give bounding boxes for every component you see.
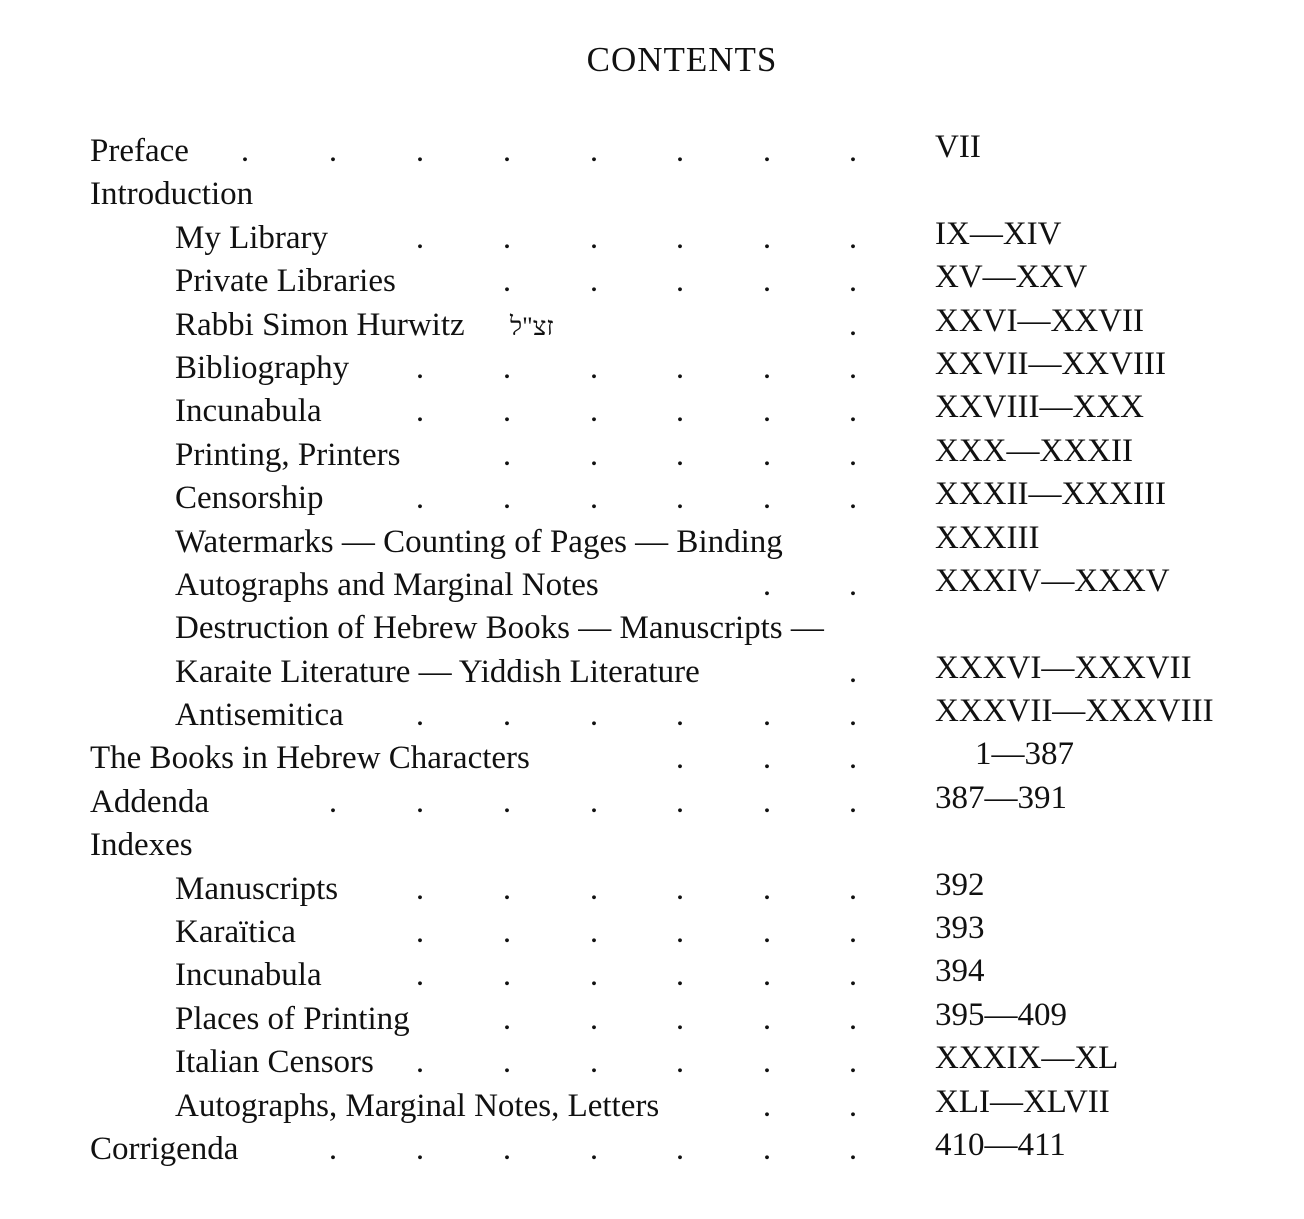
- toc-entry-label: Manuscripts: [175, 870, 339, 907]
- toc-entry-label: Watermarks — Counting of Pages — Binding: [175, 523, 783, 560]
- toc-entry-pages: VII: [935, 129, 981, 165]
- toc-entry: [0, 521, 1304, 564]
- dot-leader: . . . . . .: [415, 480, 858, 517]
- dot-leader: . . .: [675, 740, 858, 777]
- dot-leader: . . . . . .: [415, 393, 858, 430]
- dot-leader: .: [848, 653, 858, 690]
- toc-entry-label: Rabbi Simon Hurwitz: [175, 306, 465, 343]
- dot-leader: . . . . . . .: [328, 1130, 858, 1167]
- dot-leader: . . . . . .: [415, 219, 858, 256]
- toc-entry: [0, 347, 1304, 390]
- dot-leader: . . . . . . . .: [240, 133, 858, 169]
- toc-entry-label: Bibliography: [175, 349, 350, 386]
- toc-entry: [0, 477, 1304, 520]
- toc-entry-pages: 387—391: [935, 779, 1067, 816]
- toc-entry-label: Preface: [90, 133, 189, 169]
- toc-entry-pages: 1—387: [975, 736, 1074, 773]
- toc-entry: [0, 911, 1304, 954]
- dot-leader: . . . . .: [502, 1000, 858, 1037]
- toc-entry-label: Introduction: [90, 176, 254, 213]
- toc-entry: [0, 130, 1304, 173]
- dot-leader: . . . . .: [502, 436, 858, 473]
- toc-entry-pages: XXXVI—XXXVII: [935, 649, 1192, 686]
- toc-entry-pages: XXX—XXXII: [935, 432, 1133, 469]
- toc-entry-label: Autographs and Marginal Notes: [175, 566, 599, 603]
- toc-entry: [0, 1128, 1304, 1171]
- toc-entry: [0, 217, 1304, 260]
- toc-entry-pages: 394: [935, 953, 985, 990]
- toc-entry-label: Private Libraries: [175, 263, 396, 300]
- toc-entry: [0, 1085, 1304, 1128]
- toc-entry: [0, 954, 1304, 997]
- toc-entry-pages: XLI—XLVII: [935, 1083, 1110, 1120]
- toc-entry-pages: XXXIX—XL: [935, 1040, 1119, 1077]
- toc-entry: [0, 173, 1304, 216]
- dot-leader: . . . . . .: [415, 349, 858, 386]
- toc-entry-pages: XXVI—XXVII: [935, 302, 1144, 339]
- dot-leader: .: [848, 306, 858, 343]
- dot-leader: . . . . .: [502, 263, 858, 300]
- toc-entry-label: The Books in Hebrew Characters: [90, 740, 530, 777]
- toc-entry: [0, 651, 1304, 694]
- toc-entry: [0, 607, 1304, 650]
- toc-entry-pages: XV—XXV: [935, 259, 1088, 296]
- toc-entry-label: Addenda: [90, 783, 210, 820]
- dot-leader: . . . . . .: [415, 1044, 858, 1081]
- toc-entry-pages: XXXIII: [935, 519, 1040, 556]
- toc-entry-label: Destruction of Hebrew Books — Manuscripts —: [175, 610, 824, 647]
- toc-entry-pages: 395—409: [935, 996, 1067, 1033]
- toc-entry-label: Corrigenda: [90, 1130, 239, 1167]
- toc-entry-label: Karaite Literature — Yiddish Literature: [175, 653, 700, 690]
- toc-entry-label: Indexes: [90, 827, 193, 864]
- toc-entry: [0, 260, 1304, 303]
- toc-entry-label: Places of Printing: [175, 1000, 410, 1037]
- toc-entry-pages: 392: [935, 866, 985, 903]
- toc-entry: [0, 824, 1304, 867]
- toc-entry-label: Autographs, Marginal Notes, Letters: [175, 1087, 660, 1124]
- toc-entry-pages: XXXII—XXXIII: [935, 476, 1166, 513]
- hebrew-abbreviation-wrap: [510, 304, 554, 348]
- dot-leader: . .: [762, 566, 858, 603]
- toc-entry-label: Printing, Printers: [175, 436, 401, 473]
- toc-entry-label: Italian Censors: [175, 1044, 374, 1081]
- toc-entry-label: Incunabula: [175, 957, 322, 994]
- toc-entry-label: Karaïtica: [175, 914, 296, 951]
- toc-entry-pages: 393: [935, 910, 985, 947]
- toc-entry-pages: XXVII—XXVIII: [935, 345, 1166, 382]
- toc-entry-label: Antisemitica: [175, 697, 344, 734]
- toc-entry-pages: XXXVII—XXXVIII: [935, 693, 1214, 730]
- toc-entry-pages: 410—411: [935, 1126, 1066, 1163]
- toc-entry: [0, 304, 1304, 347]
- hebrew-abbreviation: זצ"ל: [510, 311, 554, 341]
- toc-entry: [0, 434, 1304, 477]
- toc-entry: [0, 737, 1304, 780]
- toc-entry-pages: XXVIII—XXX: [935, 389, 1144, 426]
- toc-entry: [0, 781, 1304, 824]
- page-title: CONTENTS: [586, 40, 778, 79]
- toc-entry-label: Incunabula: [175, 393, 322, 430]
- toc-entry-label: My Library: [175, 219, 329, 256]
- dot-leader: . . . . . .: [415, 957, 858, 994]
- toc-entry: [0, 564, 1304, 607]
- dot-leader: . . . . . .: [415, 870, 858, 907]
- toc-entry: [0, 694, 1304, 737]
- table-of-contents: [0, 130, 1304, 1171]
- dot-leader: . . . . . .: [415, 697, 858, 734]
- dot-leader: . . . . . .: [415, 914, 858, 951]
- toc-entry: [0, 1041, 1304, 1084]
- dot-leader: . . . . . . .: [328, 783, 858, 820]
- toc-entry: [0, 868, 1304, 911]
- toc-entry-pages: IX—XIV: [935, 215, 1062, 252]
- toc-entry: [0, 998, 1304, 1041]
- toc-entry-label: Censorship: [175, 480, 324, 517]
- dot-leader: . .: [762, 1087, 858, 1124]
- toc-entry-pages: XXXIV—XXXV: [935, 562, 1170, 599]
- toc-entry: [0, 390, 1304, 433]
